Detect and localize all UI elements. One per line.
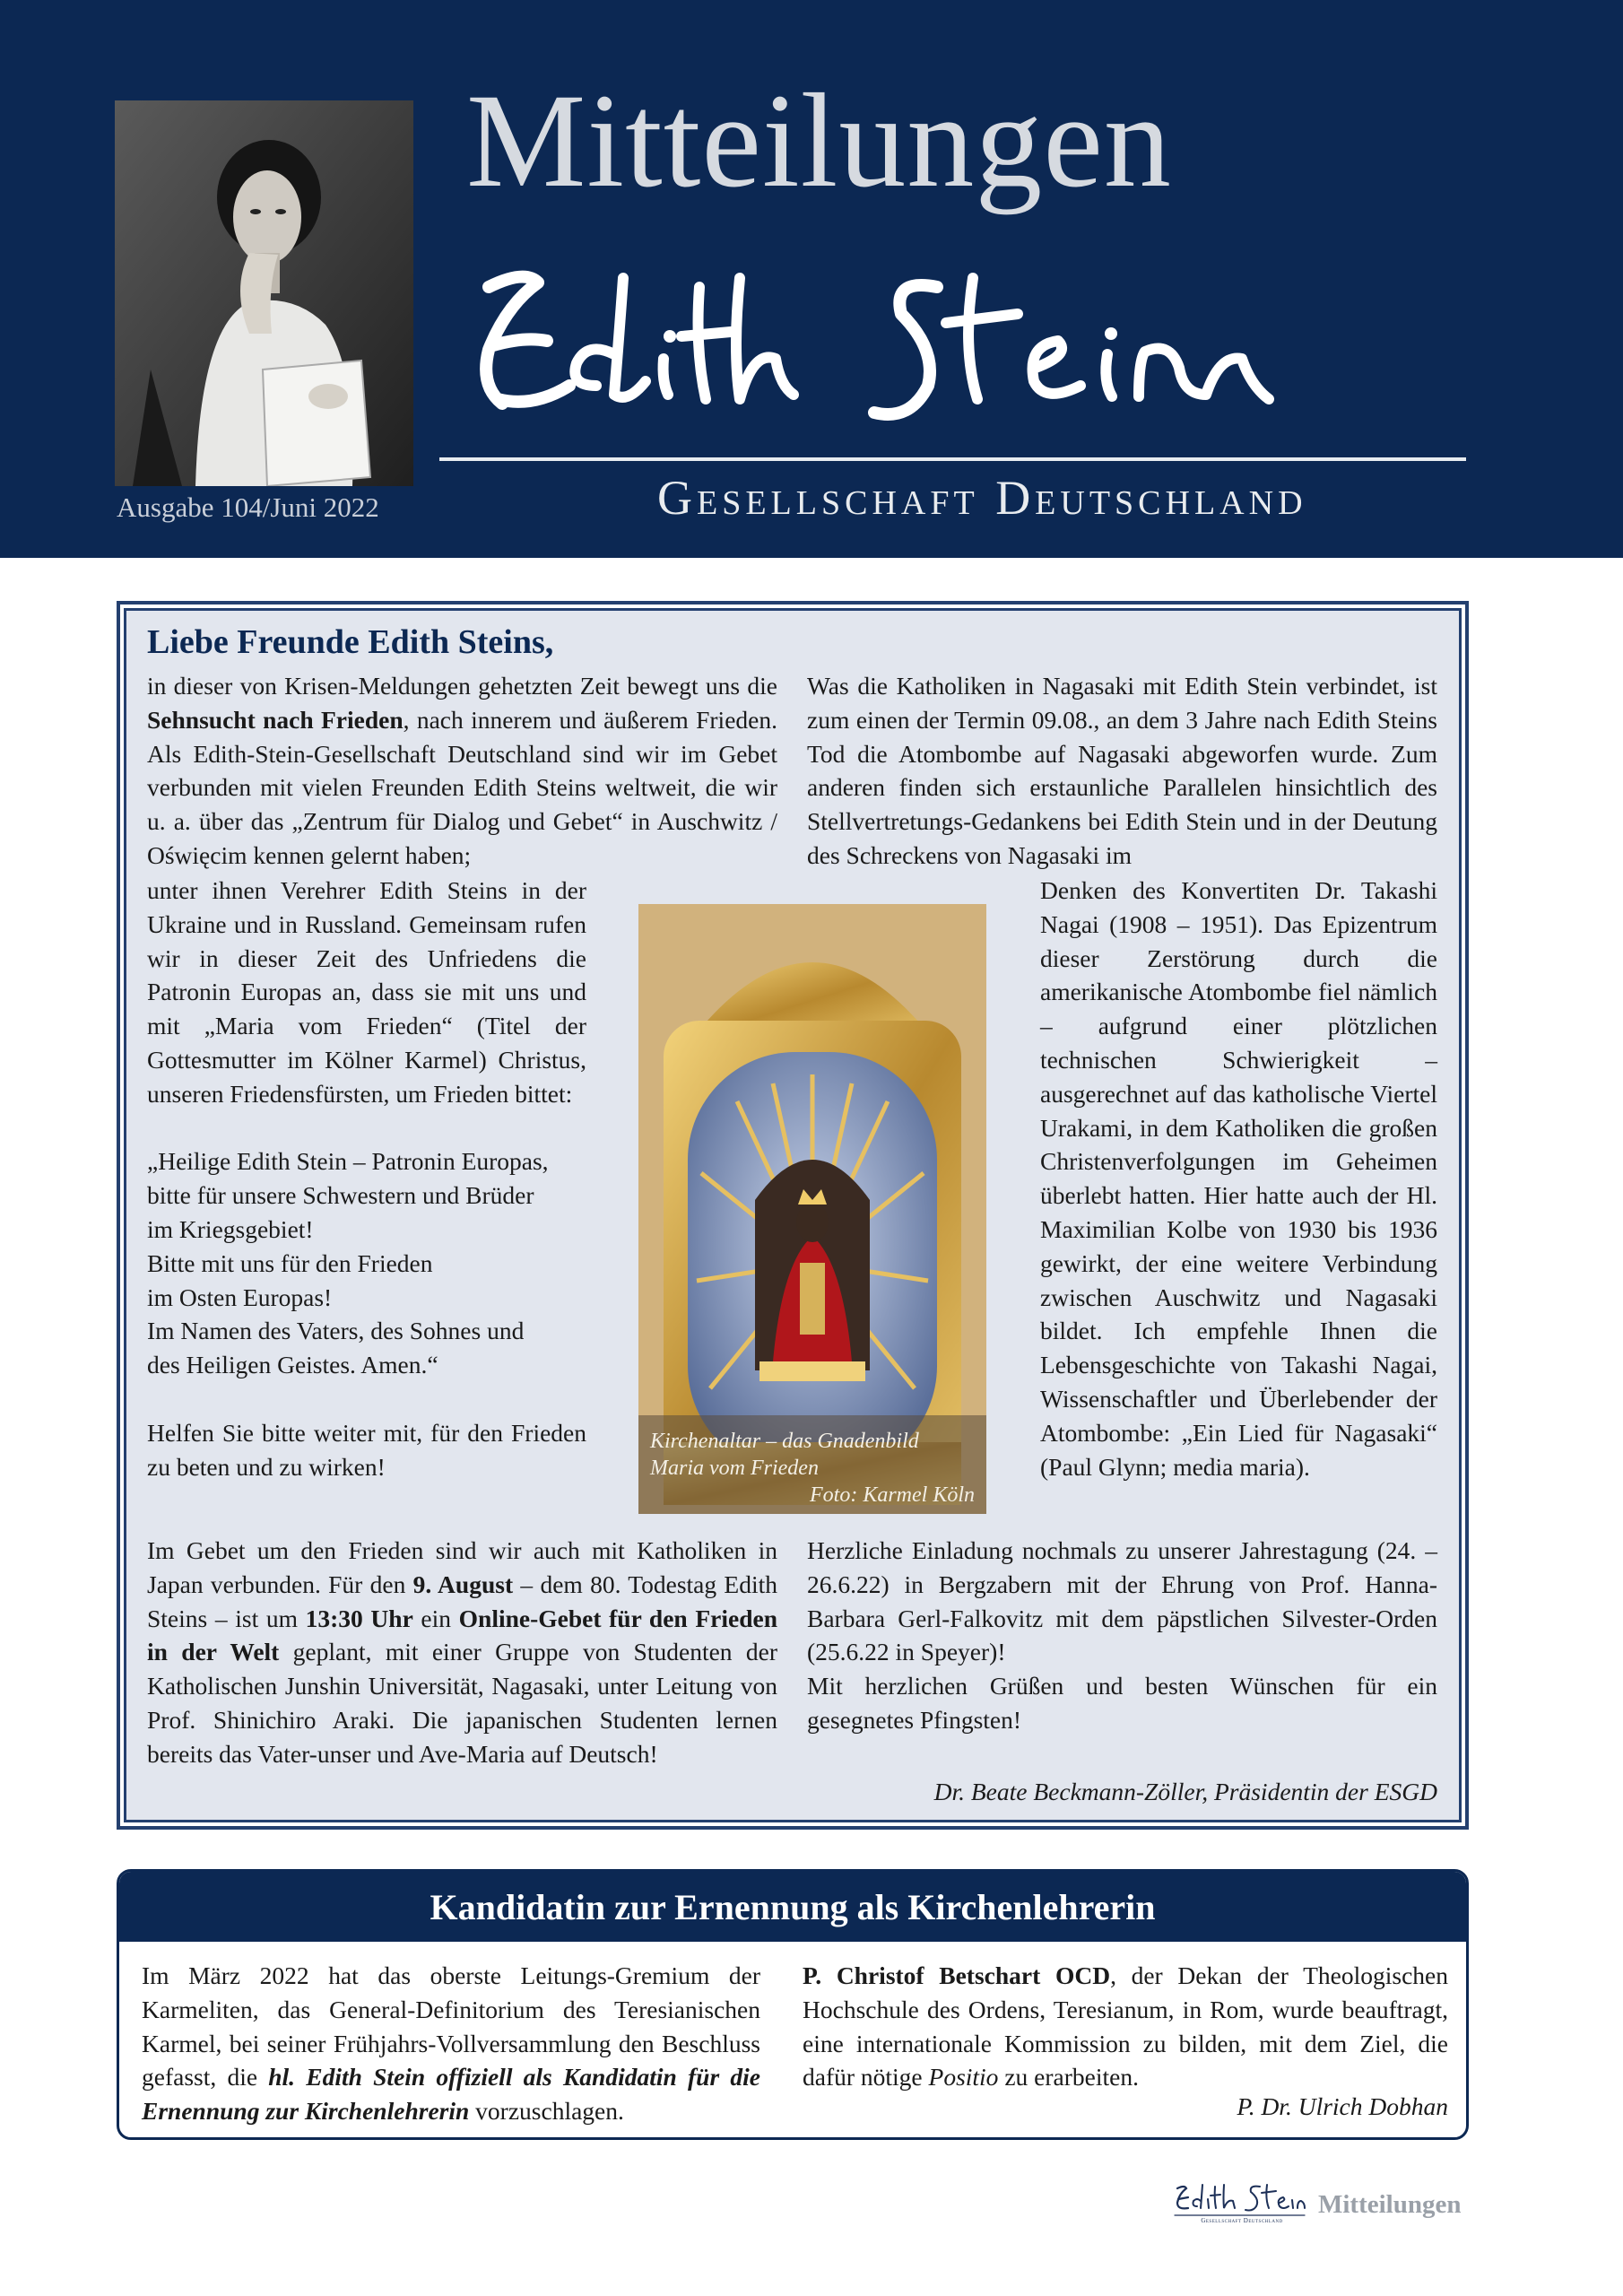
text-run: vorzuschlagen. bbox=[469, 2097, 624, 2126]
letter-paragraph-nagasaki: Was die Katholiken in Nagasaki mit Edith Stein verbindet, ist zum einen der Termin 09.08., an dem 3 Jahre nach Edith Steins Tod die Atombombe auf Nagasaki abgeworfen wurde. Zum anderen finden sich erstaunliche Parallelen hinsichtlich des Stellvertretungs-Gedankens bei Edith Stein und in der Deutung des Schreckens von Nagasaki im bbox=[807, 672, 1437, 869]
letter-paragraph-intro bbox=[147, 669, 777, 873]
text-run: Im Gebet um den Frieden sind wir auch mit Katholiken in Japan verbunden. Für den bbox=[147, 1536, 777, 1598]
prayer-text bbox=[147, 1144, 586, 1382]
text-run: zu erarbeiten. bbox=[998, 2063, 1139, 2092]
emphasis-positio: Positio bbox=[928, 2063, 999, 2092]
edith-stein-portrait-photo bbox=[115, 100, 413, 486]
article-title: Kandidatin zur Ernennung als Kirchenlehrerin bbox=[430, 1887, 1156, 1927]
article-kirchenlehrerin bbox=[117, 1869, 1469, 2140]
letter-closing bbox=[807, 1534, 1437, 1737]
emphasis-time: 13:30 Uhr bbox=[305, 1604, 413, 1632]
prayer-line: Im Namen des Vaters, des Sohnes und bbox=[147, 1317, 525, 1345]
text-run: Im März 2022 hat das oberste Leitungs-Gremium der Karmeliten, das General-Definitorium des Teresianischen Karmel, bei seiner Frühjahrs-Vollversammlung den Beschluss gefasst, die bbox=[142, 1961, 760, 2092]
letter-paragraph-invitation: Herzliche Einladung nochmals zu unserer Jahrestagung (24. – 26.6.22) in Bergzabern mit der Ehrung von Prof. Hanna-Barbara Gerl-Falkovitz mit dem päpstlichen Silvester-Orden (25.6.22 in Speyer)! bbox=[807, 1536, 1437, 1666]
prayer-line: des Heiligen Geistes. Amen.“ bbox=[147, 1351, 438, 1379]
emphasis-date: 9. August bbox=[412, 1570, 514, 1598]
letter-paragraph-nagai: Denken des Konvertiten Dr. Takashi Nagai (1908 – 1951). Das Epizentrum dieser Zerstörung durch die amerikanische Atombombe fiel nämlich – aufgrund einer plötzlichen technischen Schwierigkeit – ausgerechnet auf das katholische Viertel Urakami, in dem Katholiken die großen Christenverfolgungen im Geheimen überlebt hatten. Hier hatte auch der Hl. Maximilian Kolbe von 1930 bis 1936 gewirkt, der eine weitere Verbindung zwischen Auschwitz und Nagasaki bildet. Ich empfehle Ihnen die Lebensgeschichte von Takashi Nagai, Wissenschaftler und Überlebender der Atombombe: „Ein Lied für Nagasaki“ (Paul Glynn; media maria). bbox=[1040, 876, 1437, 1481]
letter-paragraph-greetings: Mit herzlichen Grüßen und besten Wünschen für ein gesegnetes Pfingsten! bbox=[807, 1672, 1437, 1734]
publication-title: Mitteilungen bbox=[466, 66, 1172, 215]
letter-paragraph-prayer-intro: unter ihnen Verehrer Edith Steins in der Ukraine und in Russland. Gemeinsam rufen wir in dieser Zeit des Unfriedens die Patronin Europas an, dass sie mit uns und mit „Maria vom Frieden“ (Titel der Gottesmutter im Kölner Karmel) Christus, unseren Friedensfürsten, um Frieden bittet: bbox=[147, 876, 586, 1108]
text-run: , nach innerem und äußerem Frieden. Als Edith-Stein-Gesellschaft Deutschland sind wir im Gebet verbunden mit vielen Freunden Edith Steins weltweit, die wir u. a. über das „Zentrum für Dialog und Gebet“ in Auschwitz / Oświęcim kennen gelernt haben; bbox=[147, 705, 777, 869]
footer-label: Mitteilungen bbox=[1318, 2190, 1462, 2219]
caption-line: Kirchenaltar – das Gnadenbild bbox=[650, 1430, 919, 1453]
emphasis-name: P. Christof Betschart OCD bbox=[803, 1961, 1111, 1989]
photo-credit: Foto: Karmel Köln bbox=[810, 1483, 975, 1507]
letter-signature: Dr. Beate Beckmann-Zöller, Präsidentin der ESGD bbox=[933, 1778, 1437, 1805]
masthead-rule bbox=[439, 457, 1466, 461]
emphasis-online-prayer: Online-Gebet für den Frieden in der Welt bbox=[147, 1604, 777, 1666]
letter-greeting: Liebe Freunde Edith Steins, bbox=[147, 623, 554, 661]
article-paragraph-left bbox=[142, 1959, 760, 2128]
issue-number: Ausgabe 104/Juni 2022 bbox=[117, 491, 379, 523]
article-signature: P. Dr. Ulrich Dobhan bbox=[1237, 2092, 1448, 2120]
altar-photo-caption bbox=[650, 1428, 975, 1509]
text-run: , der Dekan der Theologischen Hochschule des Ordens, Teresianum, in Rom, wurde beauftragt, eine internationale Kommission zu bilden, mit dem Ziel, die dafür nötige bbox=[803, 1961, 1449, 2092]
text-run: geplant, mit einer Gruppe von Studenten der Katholischen Junshin Universität, Nagasaki, unter Leitung von Prof. Shinichiro Araki. Die japanischen Studenten lernen bereits das Vater-unser und Ave-Maria auf Deutsch! bbox=[147, 1638, 777, 1768]
text-run: ein bbox=[412, 1604, 459, 1632]
text-run: in dieser von Krisen-Meldungen gehetzten Zeit bewegt uns die bbox=[147, 672, 777, 700]
text-run: – dem 80. Todestag Edith Steins – ist um bbox=[147, 1570, 778, 1632]
prayer-line: im Osten Europas! bbox=[147, 1283, 333, 1311]
footer-signature-subtitle: Gesellschaft Deutschland bbox=[1201, 2217, 1283, 2224]
caption-line: Maria vom Frieden bbox=[650, 1457, 819, 1480]
emphasis-peace: Sehnsucht nach Frieden bbox=[147, 705, 404, 734]
letter-column-left bbox=[147, 874, 586, 1483]
footer-signature-logo bbox=[1170, 2178, 1309, 2231]
altar-photo-maria-vom-frieden bbox=[638, 904, 986, 1514]
edith-stein-signature-logo bbox=[471, 251, 1296, 457]
society-name: Gesellschaft Deutschland bbox=[657, 471, 1307, 525]
emphasis-candidate: hl. Edith Stein offiziell als Kandidatin für die Ernennung zur Kirchenlehrerin bbox=[142, 2063, 760, 2126]
prayer-line: bitte für unsere Schwestern und Brüder bbox=[147, 1181, 534, 1210]
letter-paragraph-online-prayer bbox=[147, 1534, 777, 1771]
article-paragraph-right bbox=[803, 1959, 1448, 2094]
prayer-line: im Kriegsgebiet! bbox=[147, 1214, 314, 1243]
letter-paragraph-help: Helfen Sie bitte weiter mit, für den Frieden zu beten und zu wirken! bbox=[147, 1418, 586, 1481]
prayer-line: „Heilige Edith Stein – Patronin Europas, bbox=[147, 1147, 549, 1176]
prayer-line: Bitte mit uns für den Frieden bbox=[147, 1248, 433, 1277]
